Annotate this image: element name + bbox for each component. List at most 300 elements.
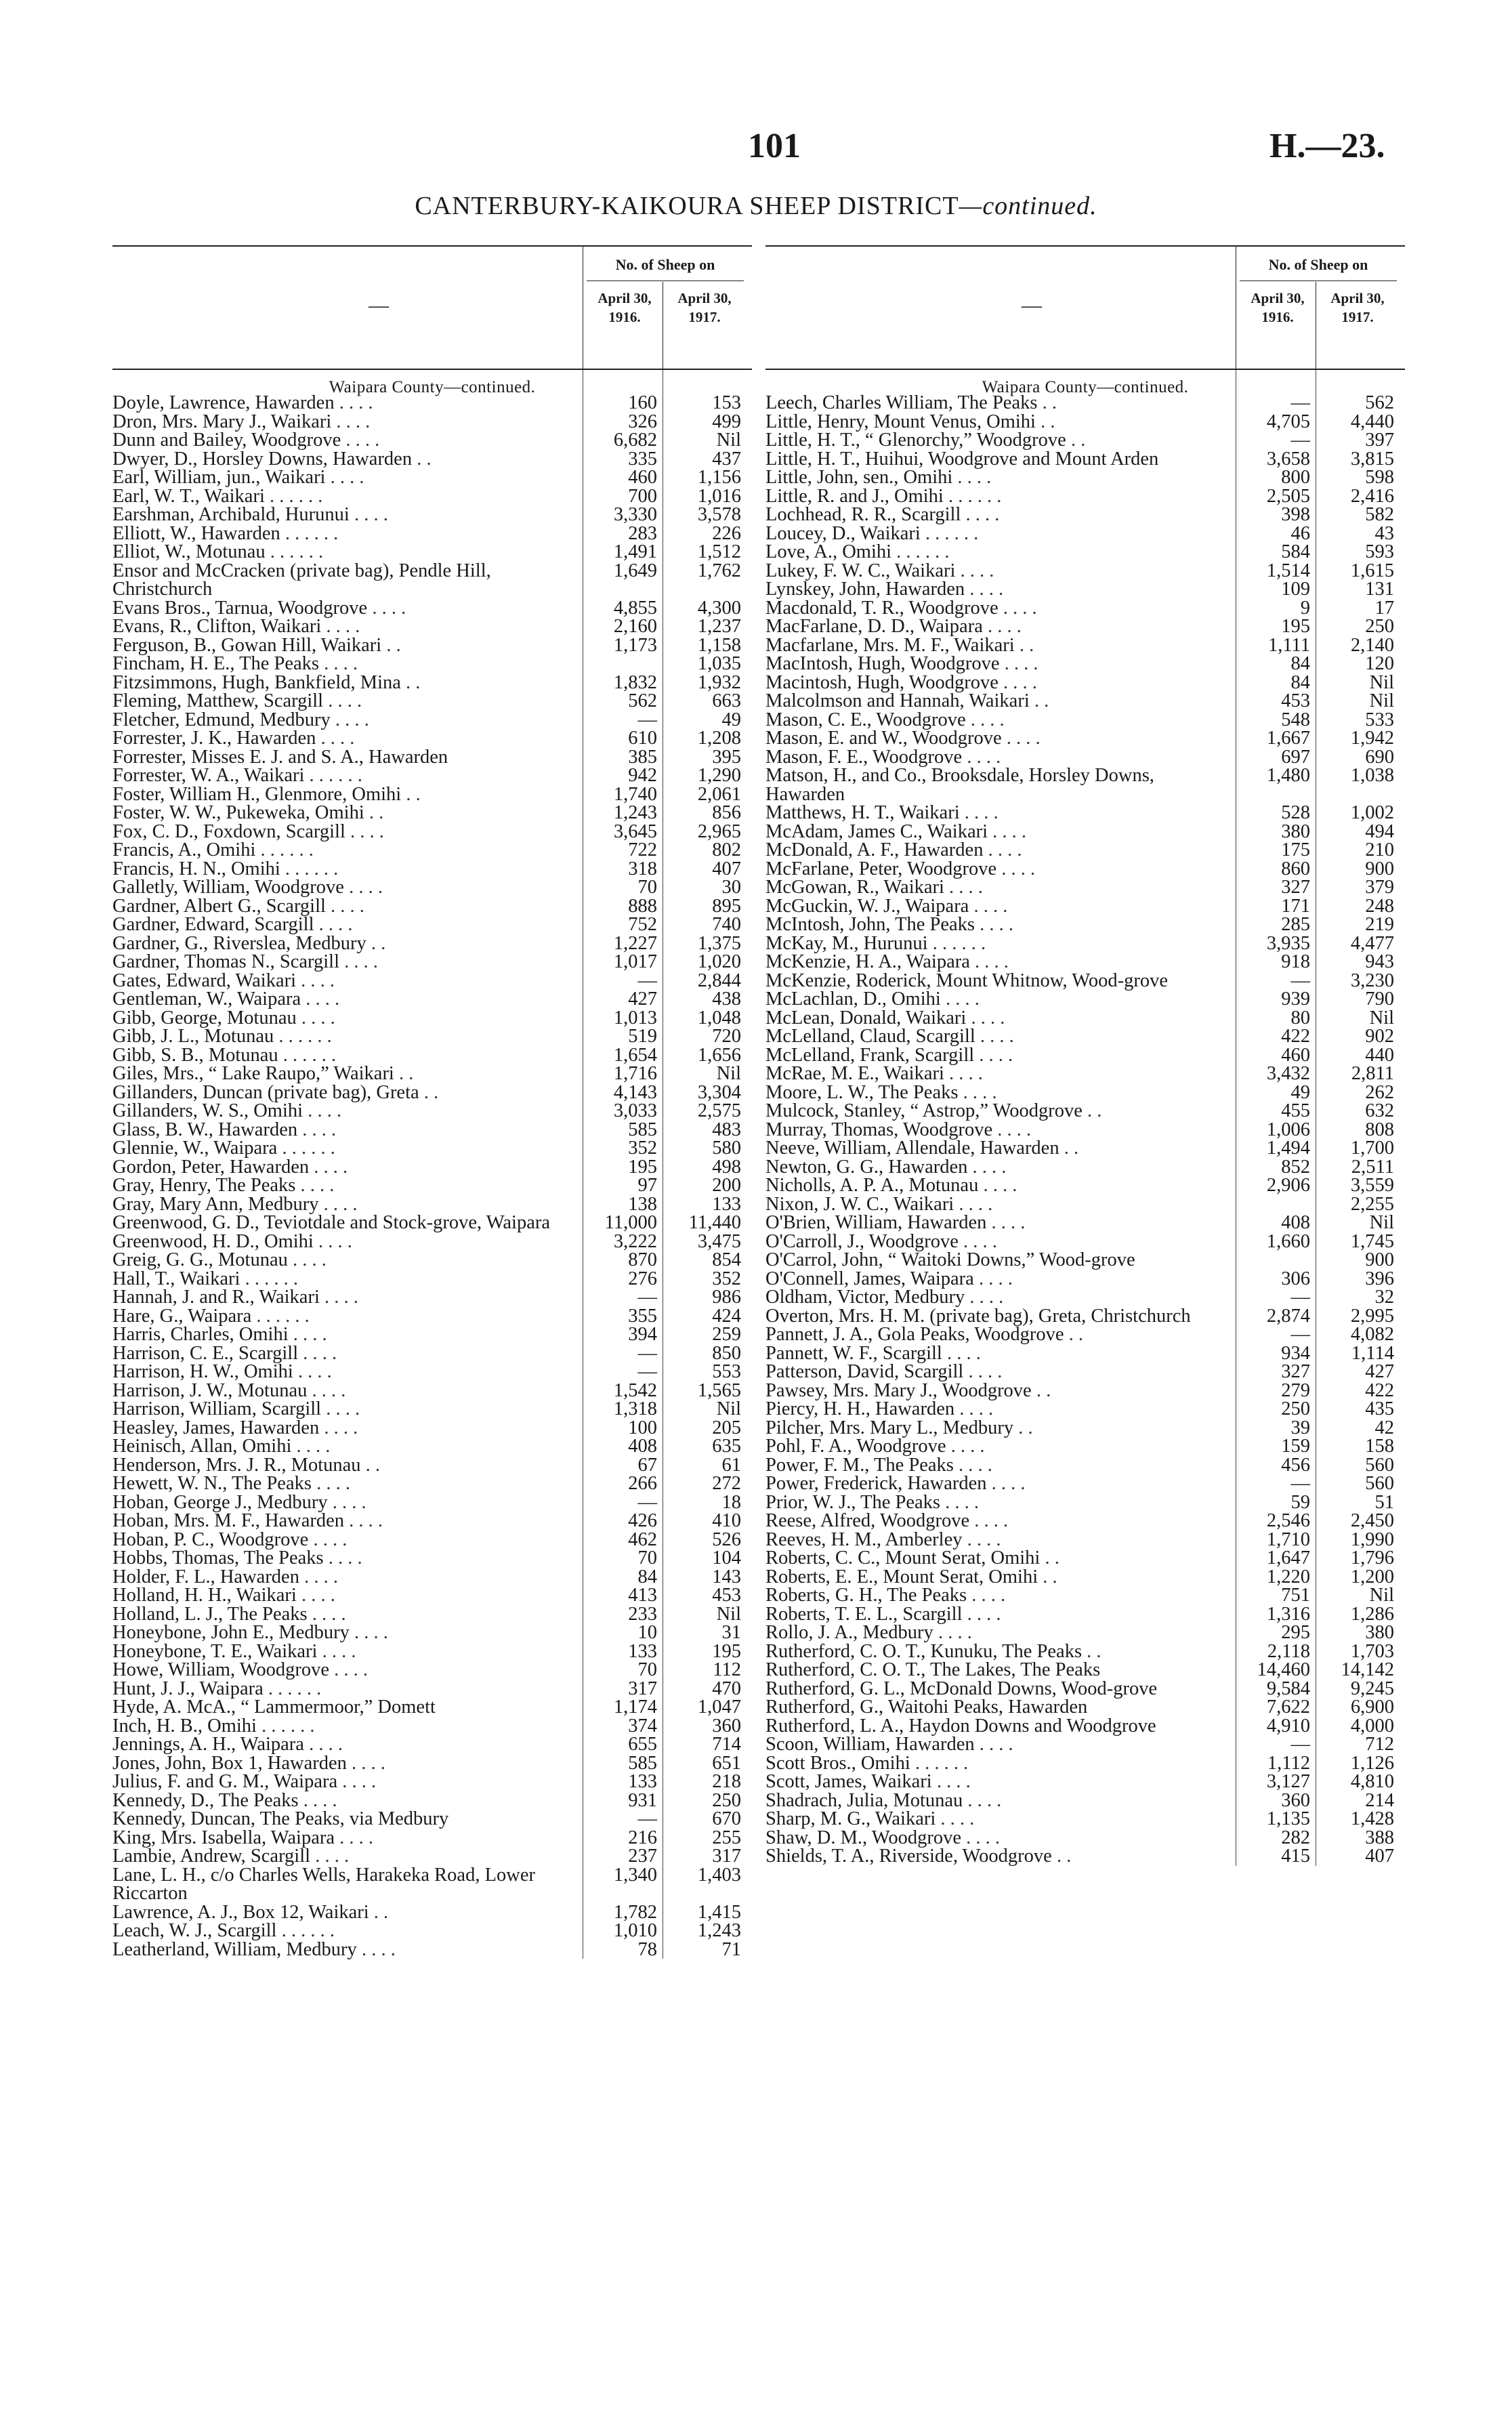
sheep-1917-value: 582 <box>1365 504 1394 525</box>
table-row <box>112 1903 752 1922</box>
col-1916-header <box>587 289 663 327</box>
leader-dots: . . . . <box>335 1827 374 1848</box>
leader-dots: . . <box>394 1063 414 1084</box>
sheep-1916-value: — <box>637 1342 657 1364</box>
leader-dots: . . . . <box>321 616 360 637</box>
sheep-1917-value: 560 <box>1365 1454 1394 1476</box>
sheep-1917-value: 1,048 <box>697 1007 741 1028</box>
owner-name: Gibb, S. B., Motunau . . . . . . <box>112 1044 337 1066</box>
sheep-1917-value: 632 <box>1365 1100 1394 1121</box>
owner-name: Fleming, Matthew, Scargill . . . . <box>112 690 362 711</box>
leader-dots: . . . . <box>962 1529 1001 1550</box>
owner-name: Overton, Mrs. H. M. (private bag), Greta, Christchurch <box>765 1305 1191 1327</box>
leader-dots: . . . . <box>946 1436 985 1457</box>
sheep-1916-value: 250 <box>1281 1398 1310 1419</box>
table-row <box>112 394 752 413</box>
leader-dots: . . . . <box>963 1789 1002 1811</box>
table-row <box>112 1698 752 1717</box>
sheep-1916-value: — <box>1290 392 1310 413</box>
sheep-1916-value: 415 <box>1281 1846 1310 1867</box>
sheep-1917-value: 352 <box>712 1268 741 1289</box>
col-1916-line1: April 30, <box>597 290 652 306</box>
owner-name: Earshman, Archibald, Hurunui . . . . <box>112 504 388 525</box>
leader-dots: . . . . <box>931 1771 971 1792</box>
owner-name: Matson, H., and Co., Brooksdale, Horsley Downs, Hawarden <box>765 765 1154 805</box>
table-row <box>765 1829 1405 1848</box>
owner-name: Nixon, J. W. C., Waikari . . . . <box>765 1193 993 1215</box>
sheep-1916-value: 100 <box>628 1417 657 1438</box>
sheep-1916-value: 413 <box>628 1585 657 1606</box>
leader-dots: . . . . <box>975 1026 1014 1047</box>
table-row <box>112 897 752 916</box>
sheep-1916-value: 67 <box>637 1454 657 1476</box>
leader-dots: . . . . . . <box>263 1678 322 1699</box>
table-row <box>112 1121 752 1140</box>
table-row <box>765 860 1405 879</box>
sheep-1917-value: 850 <box>712 1342 741 1364</box>
sheep-1916-value: 1,660 <box>1266 1230 1310 1252</box>
owner-name: Ferguson, B., Gowan Hill, Waikari . . <box>112 634 401 656</box>
sheep-1916-value: 918 <box>1281 951 1310 972</box>
leader-dots: . . . . <box>975 914 1013 935</box>
owner-name: McLachlan, D., Omihi . . . . <box>765 989 980 1010</box>
table-row <box>765 1419 1405 1438</box>
table-row <box>112 1642 752 1661</box>
table-row <box>112 1381 752 1400</box>
owner-name: Honeybone, John E., Medbury . . . . <box>112 1622 388 1643</box>
table-row <box>765 1176 1405 1195</box>
sheep-1917-value: 250 <box>712 1789 741 1811</box>
sheep-1916-value: 2,906 <box>1266 1175 1310 1196</box>
sheep-1917-value: 143 <box>712 1566 741 1587</box>
sheep-1917-value: 2,811 <box>1351 1063 1394 1084</box>
table-row <box>112 524 752 543</box>
table-row <box>765 562 1405 581</box>
sheep-1917-value: 498 <box>712 1156 741 1178</box>
sheep-1917-value: 71 <box>721 1938 741 1960</box>
sheep-1916-value: 317 <box>628 1678 657 1699</box>
sheep-1917-value: 902 <box>1365 1026 1394 1047</box>
sheep-1916-value: 610 <box>628 728 657 749</box>
leader-dots: . . . . <box>301 989 340 1010</box>
table-row <box>765 1623 1405 1642</box>
table-row <box>765 766 1405 804</box>
sheep-1917-value: 598 <box>1365 467 1394 488</box>
section-heading: Waipara County—continued. <box>329 378 536 396</box>
sheep-1916-value: — <box>1290 1473 1310 1494</box>
leader-dots: . . . . <box>307 1603 346 1625</box>
sheep-1917-value: 4,477 <box>1350 932 1394 954</box>
sheep-1916-value: 888 <box>628 895 657 917</box>
sheep-1916-value: 318 <box>628 858 657 879</box>
table-row <box>112 1437 752 1456</box>
sheep-1917-value: 663 <box>712 690 741 711</box>
table-row <box>112 1512 752 1531</box>
sheep-1917-value: 259 <box>712 1324 741 1345</box>
sheep-1916-value: 453 <box>1281 690 1310 711</box>
table-row <box>765 1083 1405 1102</box>
owner-name: Pilcher, Mrs. Mary L., Medbury . . <box>765 1417 1033 1438</box>
sheep-1917-value: 30 <box>721 877 741 898</box>
sheep-1916-value: 133 <box>628 1640 657 1662</box>
sheep-1917-value: 1,156 <box>697 467 741 488</box>
owner-name: Ensor and McCracken (private bag), Pendle Hill, Christchurch <box>112 560 491 600</box>
owner-name: Gardner, Albert G., Scargill . . . . <box>112 895 364 917</box>
leader-dots: . . . . <box>944 877 983 898</box>
leader-dots: . . . . <box>293 1361 332 1382</box>
table-row <box>765 1213 1405 1232</box>
sheep-1916-value: 195 <box>1281 616 1310 637</box>
owner-name: O'Carroll, J., Woodgrove . . . . <box>765 1230 997 1252</box>
leader-dots: . . . . <box>298 1789 337 1811</box>
table-row <box>112 785 752 804</box>
table-row <box>765 1549 1405 1568</box>
table-row <box>112 636 752 655</box>
sheep-1917-value: 205 <box>712 1417 741 1438</box>
table-row <box>112 1791 752 1810</box>
sheep-1916-value: 335 <box>628 448 657 470</box>
table-row <box>765 1791 1405 1810</box>
sheep-1917-value: 740 <box>712 914 741 935</box>
table-row <box>765 599 1405 618</box>
sheep-1916-value: 1,832 <box>613 671 657 693</box>
col-1917-line2: 1917. <box>688 309 721 325</box>
table-row <box>112 878 752 897</box>
table-row <box>765 450 1405 469</box>
owner-name: Gray, Mary Ann, Medbury . . . . <box>112 1193 358 1215</box>
owner-name: Harrison, C. E., Scargill . . . . <box>112 1342 337 1364</box>
table-row <box>765 1009 1405 1028</box>
owner-name: Lane, L. H., c/o Charles Wells, Harakeka Road, Lower Riccarton <box>112 1864 535 1904</box>
sheep-1917-value: 2,450 <box>1350 1510 1394 1531</box>
table-row <box>112 1866 752 1903</box>
section-heading: Waipara County—continued. <box>982 378 1189 396</box>
sheep-1916-value: 84 <box>1290 653 1310 674</box>
leader-dots: . . . . <box>965 709 1005 730</box>
table-row <box>765 1847 1405 1866</box>
sheep-1916-value: 1,480 <box>1266 765 1310 786</box>
table-row <box>112 654 752 673</box>
owner-name: Gibb, J. L., Motunau . . . . . . <box>112 1026 332 1047</box>
leader-dots: . . . . . . <box>251 1305 310 1327</box>
owner-name: Harrison, J. W., Motunau . . . . <box>112 1379 346 1401</box>
sheep-1916-value: 460 <box>1281 1044 1310 1066</box>
col-1916-line2: 1916. <box>1261 309 1294 325</box>
table-row <box>112 1195 752 1214</box>
owner-name: Power, F. M., The Peaks . . . . <box>765 1454 992 1476</box>
leader-dots: . . . . <box>296 1007 335 1028</box>
sheep-1916-value: 800 <box>1281 467 1310 488</box>
table-row <box>765 1381 1405 1400</box>
owner-name: Gillanders, Duncan (private bag), Greta . . <box>112 1081 439 1103</box>
sheep-1917-value: 2,995 <box>1350 1305 1394 1327</box>
leader-dots: . . . . . . <box>927 932 986 954</box>
sheep-1916-value: 49 <box>1290 1081 1310 1103</box>
leader-dots: . . . . . . <box>891 541 950 562</box>
sheep-1917-value: 3,475 <box>697 1230 741 1252</box>
sheep-1916-value: 655 <box>628 1734 657 1755</box>
leader-dots: . . . . <box>349 504 388 525</box>
sheep-1916-value: 39 <box>1290 1417 1310 1438</box>
owner-name: Murray, Thomas, Woodgrove . . . . <box>765 1119 1032 1140</box>
sheep-1917-value: 895 <box>712 895 741 917</box>
sheep-1917-value: 1,745 <box>1350 1230 1394 1252</box>
sheep-1916-value: 266 <box>628 1473 657 1494</box>
table-row <box>112 1549 752 1568</box>
leader-dots: . . . . <box>334 392 373 413</box>
leader-dots: . . . . <box>965 579 1004 600</box>
sheep-1916-value: 4,143 <box>613 1081 657 1103</box>
col-1917-line2: 1917. <box>1341 309 1374 325</box>
table-row <box>765 1064 1405 1083</box>
sheep-1916-value: 1,710 <box>1266 1529 1310 1550</box>
owner-name: Matthews, H. T., Waikari . . . . <box>765 802 999 823</box>
sheep-1916-value: 109 <box>1281 579 1310 600</box>
group-header-rule <box>587 280 744 281</box>
sheep-1916-value: 751 <box>1281 1585 1310 1606</box>
sheep-1917-value: 854 <box>712 1249 741 1270</box>
leader-dots: . . . . <box>974 1044 1013 1066</box>
table-row <box>765 1642 1405 1661</box>
owner-name: Glennie, W., Waipara . . . . . . <box>112 1138 335 1159</box>
leader-dots: . . <box>401 783 421 805</box>
sheep-1916-value: 585 <box>628 1752 657 1774</box>
table-row <box>112 1232 752 1251</box>
table-row <box>765 1325 1405 1344</box>
owner-name: Pannett, J. A., Gola Peaks, Woodgrove . . <box>765 1324 1083 1345</box>
sheep-1917-value: 580 <box>712 1138 741 1159</box>
col-1916-line1: April 30, <box>1251 290 1305 306</box>
sheep-1916-value: 355 <box>628 1305 657 1327</box>
sheep-1916-value: 70 <box>637 1547 657 1568</box>
owner-name: Lynskey, John, Hawarden . . . . <box>765 579 1004 600</box>
leader-dots: . . . . <box>952 467 992 488</box>
sheep-1916-value: 1,017 <box>613 951 657 972</box>
leader-dots: . . . . . . <box>910 1752 969 1774</box>
sheep-1916-value: 385 <box>628 746 657 768</box>
sheep-1917-value: 712 <box>1365 1734 1394 1755</box>
sheep-1917-value: 397 <box>1365 430 1394 451</box>
table-row <box>765 820 1405 842</box>
owner-name: Leach, W. J., Scargill . . . . . . <box>112 1920 335 1941</box>
sheep-1917-value: 1,942 <box>1350 728 1394 749</box>
leader-dots: . . . . <box>314 914 353 935</box>
owner-name: Macintosh, Hugh, Woodgrove . . . . <box>765 671 1037 693</box>
leader-dots: . . <box>412 448 432 470</box>
sheep-1917-value: 943 <box>1365 951 1394 972</box>
sheep-1917-value: 9,245 <box>1350 1678 1394 1699</box>
owner-name: McDonald, A. F., Hawarden . . . . <box>765 839 1022 860</box>
leader-dots: . . . . <box>288 1324 327 1345</box>
owner-name: Earl, William, jun., Waikari . . . . <box>112 467 364 488</box>
leader-dots: . . . . <box>967 1156 1007 1178</box>
sheep-1917-value: 214 <box>1365 1789 1394 1811</box>
sheep-1917-value: 200 <box>712 1175 741 1196</box>
owner-name: Little, H. T., “ Glenorchy,” Woodgrove . . <box>765 430 1086 451</box>
owner-name: Inch, H. B., Omihi . . . . . . <box>112 1715 315 1737</box>
table-row <box>765 505 1405 524</box>
owner-name: Hyde, A. McA., “ Lammermoor,” Domett <box>112 1697 436 1718</box>
leader-dots: . . . . <box>933 1622 972 1643</box>
owner-name: Macdonald, T. R., Woodgrove . . . . <box>765 597 1037 619</box>
owner-name: Harris, Charles, Omihi . . . . <box>112 1324 327 1345</box>
owner-name: Scoon, William, Hawarden . . . . <box>765 1734 1013 1755</box>
sheep-1917-value: 2,965 <box>697 820 741 842</box>
table-row <box>112 1810 752 1829</box>
leader-dots: . . . . <box>356 1938 396 1960</box>
sheep-1916-value: 1,316 <box>1266 1603 1310 1625</box>
sheep-1916-value: 2,505 <box>1266 485 1310 507</box>
sheep-1917-value: 379 <box>1365 877 1394 898</box>
owner-name: Hobbs, Thomas, The Peaks . . . . <box>112 1547 362 1568</box>
owner-name: MacFarlane, D. D., Waipara . . . . <box>765 616 1022 637</box>
table-row <box>765 1158 1405 1177</box>
owner-name: Rutherford, C. O. T., The Lakes, The Peaks <box>765 1659 1101 1680</box>
page-number: 101 <box>748 127 801 165</box>
sheep-1916-value: 84 <box>637 1566 657 1587</box>
owner-name: Dwyer, D., Horsley Downs, Hawarden . . <box>112 448 432 470</box>
sheep-1916-value: — <box>1290 1287 1310 1308</box>
sheep-1917-value: 11,440 <box>688 1212 741 1233</box>
sheep-1916-value: 7,622 <box>1266 1697 1310 1718</box>
table-row <box>765 1102 1405 1121</box>
sheep-1916-value: 1,318 <box>613 1398 657 1419</box>
sheep-1917-value: 210 <box>1365 839 1394 860</box>
owner-name: Gardner, Edward, Scargill . . . . <box>112 914 353 935</box>
sheep-1917-value: 248 <box>1365 895 1394 917</box>
table-row <box>112 748 752 767</box>
sheep-1917-value: 1,762 <box>697 560 741 581</box>
sheep-1916-value: 97 <box>637 1175 657 1196</box>
sheep-1916-value: 427 <box>628 989 657 1010</box>
sheep-1916-value: — <box>1290 1734 1310 1755</box>
sheep-1917-value: 1,200 <box>1350 1566 1394 1587</box>
sheep-1917-value: 900 <box>1365 1249 1394 1270</box>
owner-name: McGowan, R., Waikari . . . . <box>765 877 983 898</box>
owner-name: Honeybone, T. E., Waikari . . . . <box>112 1640 356 1662</box>
sheep-1917-value: 1,415 <box>697 1901 741 1923</box>
leader-dots: . . . . <box>367 597 406 619</box>
sheep-1916-value: 852 <box>1281 1156 1310 1178</box>
sheep-1917-value: 1,700 <box>1350 1138 1394 1159</box>
sheep-1917-value: 1,035 <box>697 653 741 674</box>
right-column <box>765 245 1405 1866</box>
owner-name: Scott Bros., Omihi . . . . . . <box>765 1752 969 1774</box>
owner-name: Gillanders, W. S., Omihi . . . . <box>112 1100 342 1121</box>
sheep-1917-value: Nil <box>1369 690 1394 711</box>
table-row <box>112 1009 752 1028</box>
leader-dots: . . <box>1064 1324 1083 1345</box>
sheep-1917-value: 856 <box>712 802 741 823</box>
owner-name: Rutherford, G. L., McDonald Downs, Wood-grove <box>765 1678 1158 1699</box>
table-row <box>765 543 1405 562</box>
sheep-1917-value: 3,304 <box>697 1081 741 1103</box>
sheep-1917-value: 2,844 <box>697 970 741 991</box>
sheep-1917-value: 427 <box>1365 1361 1394 1382</box>
sheep-1916-value: 460 <box>628 467 657 488</box>
leader-dots: . . . . <box>996 858 1036 879</box>
table-row <box>112 617 752 636</box>
sheep-1916-value: 216 <box>628 1827 657 1848</box>
sheep-1917-value: 158 <box>1365 1436 1394 1457</box>
sheep-1917-value: 435 <box>1365 1398 1394 1419</box>
table-row <box>765 1586 1405 1605</box>
owner-name: Pannett, W. F., Scargill . . . . <box>765 1342 981 1364</box>
sheep-1916-value: 1,716 <box>613 1063 657 1084</box>
sheep-1916-value: 3,033 <box>613 1100 657 1121</box>
owner-name: Holder, F. L., Hawarden . . . . <box>112 1566 338 1587</box>
owner-name: Galletly, William, Woodgrove . . . . <box>112 877 383 898</box>
sheep-1917-value: 407 <box>1365 1846 1394 1867</box>
sheep-1916-value: 1,494 <box>1266 1138 1310 1159</box>
sheep-1917-value: Nil <box>716 1603 741 1625</box>
owner-name: Shaw, D. M., Woodgrove . . . . <box>765 1827 1001 1848</box>
leader-dots: . . . . <box>330 709 369 730</box>
sheep-1917-value: 499 <box>712 411 741 432</box>
owner-name: Elliott, W., Hawarden . . . . . . <box>112 522 339 544</box>
sheep-1916-value: 3,935 <box>1266 932 1310 954</box>
table-row <box>765 1810 1405 1829</box>
name-column-header: — <box>1022 294 1042 316</box>
owner-name: Sharp, M. G., Waikari . . . . <box>765 1808 975 1829</box>
owner-name: Roberts, E. E., Mount Serat, Omihi . . <box>765 1566 1057 1587</box>
leader-dots: . . . . <box>310 1846 350 1867</box>
sheep-1916-value: 394 <box>628 1324 657 1345</box>
table-row <box>112 1139 752 1158</box>
table-row <box>765 1493 1405 1512</box>
table-row <box>765 1772 1405 1791</box>
sheep-1916-value: 1,111 <box>1267 634 1310 656</box>
leader-dots: . . . . <box>329 1659 369 1680</box>
sheep-1916-value: 1,006 <box>1266 1119 1310 1140</box>
sheep-1916-value: 11,000 <box>604 1212 657 1233</box>
table-row <box>765 878 1405 897</box>
table-row <box>765 1307 1405 1326</box>
sheep-1916-value: 9,584 <box>1266 1678 1310 1699</box>
sheep-1917-value: 635 <box>712 1436 741 1457</box>
leader-dots: . . . . <box>954 1398 994 1419</box>
sheep-1917-value: 437 <box>712 448 741 470</box>
owner-name: Gordon, Peter, Hawarden . . . . <box>112 1156 348 1178</box>
owner-name: O'Brien, William, Hawarden . . . . <box>765 1212 1026 1233</box>
leader-dots: . . . . <box>936 1808 975 1829</box>
owner-name: MacIntosh, Hugh, Woodgrove . . . . <box>765 653 1038 674</box>
leader-dots: . . . . <box>992 1119 1032 1140</box>
sheep-1916-value: 860 <box>1281 858 1310 879</box>
table-row <box>765 580 1405 599</box>
leader-dots: . . . . <box>345 820 384 842</box>
table-row <box>112 1531 752 1550</box>
sheep-1916-value: 2,118 <box>1267 1640 1310 1662</box>
sheep-1916-value: 548 <box>1281 709 1310 730</box>
leader-dots: . . . . <box>961 1827 1001 1848</box>
owner-name: Forrester, W. A., Waikari . . . . . . <box>112 765 362 786</box>
leader-dots: . . . . <box>319 1287 358 1308</box>
leader-dots: . . . . <box>999 653 1038 674</box>
owner-name: Hare, G., Waipara . . . . . . <box>112 1305 310 1327</box>
leader-dots: . . . . <box>309 1156 348 1178</box>
leader-dots: . . . . <box>298 1342 337 1364</box>
sheep-1916-value: 1,340 <box>613 1864 657 1886</box>
sheep-1916-value: 3,222 <box>613 1230 657 1252</box>
leader-dots: . . . . <box>942 1342 981 1364</box>
table-row <box>112 1288 752 1307</box>
sheep-1917-value: 3,815 <box>1350 448 1394 470</box>
owner-name: Greenwood, H. D., Omihi . . . . <box>112 1230 352 1252</box>
owner-name: Kennedy, D., The Peaks . . . . <box>112 1789 337 1811</box>
sheep-1917-value: 670 <box>712 1808 741 1829</box>
owner-name: Rutherford, G., Waitohi Peaks, Hawarden <box>765 1697 1088 1718</box>
